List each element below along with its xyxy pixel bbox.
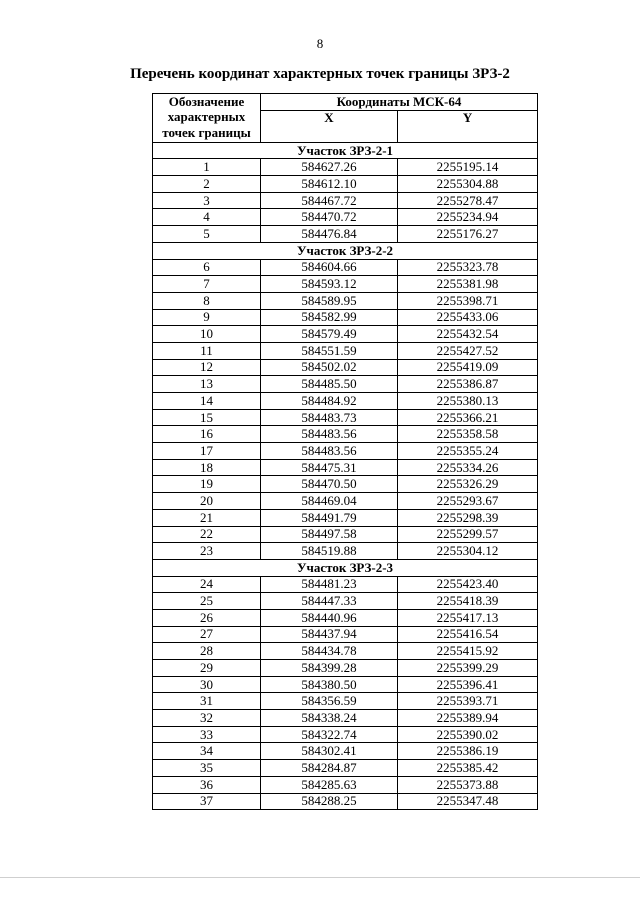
x-coordinate-cell: 584502.02: [261, 359, 398, 376]
table-row: [153, 643, 538, 660]
point-number-cell: 35: [153, 760, 261, 777]
table-row: [153, 409, 538, 426]
point-number-cell: 28: [153, 643, 261, 660]
y-coordinate-cell: 2255326.29: [398, 476, 538, 493]
point-number-cell: 4: [153, 209, 261, 226]
header-designation: [153, 94, 261, 143]
y-coordinate-cell: 2255298.39: [398, 509, 538, 526]
point-number-cell: 24: [153, 576, 261, 593]
table-row: [153, 660, 538, 677]
point-number-cell: 32: [153, 710, 261, 727]
y-coordinate-cell: 2255358.58: [398, 426, 538, 443]
table-row: [153, 543, 538, 560]
x-coordinate-cell: 584579.49: [261, 326, 398, 343]
x-coordinate-cell: 584483.73: [261, 409, 398, 426]
y-coordinate-cell: 2255304.12: [398, 543, 538, 560]
document-title: Перечень координат характерных точек границы ЗРЗ-2: [130, 66, 510, 82]
point-number-cell: 2: [153, 176, 261, 193]
header-x: X: [261, 110, 398, 142]
section-title: Участок ЗРЗ-2-1: [153, 142, 538, 159]
point-number-cell: 31: [153, 693, 261, 710]
x-coordinate-cell: 584338.24: [261, 710, 398, 727]
y-coordinate-cell: 2255398.71: [398, 292, 538, 309]
x-coordinate-cell: 584593.12: [261, 276, 398, 293]
table-row: [153, 159, 538, 176]
table-row: [153, 476, 538, 493]
point-number-cell: 18: [153, 459, 261, 476]
y-coordinate-cell: 2255396.41: [398, 676, 538, 693]
header-designation-line-1: Обозначение: [168, 94, 245, 109]
point-number-cell: 11: [153, 342, 261, 359]
x-coordinate-cell: 584322.74: [261, 726, 398, 743]
y-coordinate-cell: 2255419.09: [398, 359, 538, 376]
point-number-cell: 10: [153, 326, 261, 343]
x-coordinate-cell: 584484.92: [261, 393, 398, 410]
table-row: [153, 259, 538, 276]
x-coordinate-cell: 584467.72: [261, 192, 398, 209]
x-coordinate-cell: 584612.10: [261, 176, 398, 193]
y-coordinate-cell: 2255334.26: [398, 459, 538, 476]
table-row: [153, 726, 538, 743]
table-row: [153, 793, 538, 810]
header-y: Y: [398, 110, 538, 142]
point-number-cell: 8: [153, 292, 261, 309]
table-row: [153, 342, 538, 359]
y-coordinate-cell: 2255355.24: [398, 443, 538, 460]
x-coordinate-cell: 584551.59: [261, 342, 398, 359]
point-number-cell: 20: [153, 493, 261, 510]
page-bottom-edge: [0, 877, 640, 878]
point-number-cell: 7: [153, 276, 261, 293]
x-coordinate-cell: 584380.50: [261, 676, 398, 693]
x-coordinate-cell: 584470.50: [261, 476, 398, 493]
table-row: [153, 176, 538, 193]
y-coordinate-cell: 2255347.48: [398, 793, 538, 810]
y-coordinate-cell: 2255176.27: [398, 226, 538, 243]
table-row: [153, 359, 538, 376]
x-coordinate-cell: 584285.63: [261, 776, 398, 793]
x-coordinate-cell: 584485.50: [261, 376, 398, 393]
point-number-cell: 29: [153, 660, 261, 677]
table-row: [153, 609, 538, 626]
x-coordinate-cell: 584469.04: [261, 493, 398, 510]
point-number-cell: 14: [153, 393, 261, 410]
x-coordinate-cell: 584440.96: [261, 609, 398, 626]
header-coordinate-system: Координаты МСК-64: [261, 94, 538, 111]
section-title: Участок ЗРЗ-2-2: [153, 242, 538, 259]
table-row: [153, 292, 538, 309]
table-row: [153, 593, 538, 610]
x-coordinate-cell: 584491.79: [261, 509, 398, 526]
table-row: [153, 760, 538, 777]
table-row: [153, 226, 538, 243]
y-coordinate-cell: 2255427.52: [398, 342, 538, 359]
y-coordinate-cell: 2255433.06: [398, 309, 538, 326]
x-coordinate-cell: 584604.66: [261, 259, 398, 276]
y-coordinate-cell: 2255415.92: [398, 643, 538, 660]
y-coordinate-cell: 2255293.67: [398, 493, 538, 510]
y-coordinate-cell: 2255390.02: [398, 726, 538, 743]
x-coordinate-cell: 584434.78: [261, 643, 398, 660]
point-number-cell: 17: [153, 443, 261, 460]
point-number-cell: 13: [153, 376, 261, 393]
table-row: [153, 209, 538, 226]
x-coordinate-cell: 584483.56: [261, 426, 398, 443]
y-coordinate-cell: 2255380.13: [398, 393, 538, 410]
page-number: 8: [316, 36, 324, 51]
x-coordinate-cell: 584399.28: [261, 660, 398, 677]
point-number-cell: 27: [153, 626, 261, 643]
y-coordinate-cell: 2255381.98: [398, 276, 538, 293]
x-coordinate-cell: 584356.59: [261, 693, 398, 710]
y-coordinate-cell: 2255195.14: [398, 159, 538, 176]
table-row: [153, 576, 538, 593]
point-number-cell: 16: [153, 426, 261, 443]
header-designation-line-3: точек границы: [162, 124, 251, 140]
y-coordinate-cell: 2255386.19: [398, 743, 538, 760]
x-coordinate-cell: 584481.23: [261, 576, 398, 593]
x-coordinate-cell: 584497.58: [261, 526, 398, 543]
x-coordinate-cell: 584476.84: [261, 226, 398, 243]
table-row: [153, 376, 538, 393]
point-number-cell: 36: [153, 776, 261, 793]
point-number-cell: 22: [153, 526, 261, 543]
x-coordinate-cell: 584447.33: [261, 593, 398, 610]
x-coordinate-cell: 584288.25: [261, 793, 398, 810]
table-row: [153, 776, 538, 793]
point-number-cell: 19: [153, 476, 261, 493]
section-title: Участок ЗРЗ-2-3: [153, 559, 538, 576]
table-row: [153, 326, 538, 343]
point-number-cell: 1: [153, 159, 261, 176]
point-number-cell: 33: [153, 726, 261, 743]
section-row: [153, 242, 538, 259]
point-number-cell: 12: [153, 359, 261, 376]
y-coordinate-cell: 2255304.88: [398, 176, 538, 193]
section-row: [153, 559, 538, 576]
y-coordinate-cell: 2255423.40: [398, 576, 538, 593]
x-coordinate-cell: 584519.88: [261, 543, 398, 560]
table-row: [153, 276, 538, 293]
table-row: [153, 309, 538, 326]
point-number-cell: 15: [153, 409, 261, 426]
table-row: [153, 393, 538, 410]
x-coordinate-cell: 584475.31: [261, 459, 398, 476]
y-coordinate-cell: 2255389.94: [398, 710, 538, 727]
point-number-cell: 9: [153, 309, 261, 326]
table-row: [153, 459, 538, 476]
section-row: [153, 142, 538, 159]
y-coordinate-cell: 2255373.88: [398, 776, 538, 793]
table-row: [153, 526, 538, 543]
coordinates-table-body: [153, 142, 538, 810]
y-coordinate-cell: 2255386.87: [398, 376, 538, 393]
point-number-cell: 3: [153, 192, 261, 209]
point-number-cell: 26: [153, 609, 261, 626]
x-coordinate-cell: 584470.72: [261, 209, 398, 226]
y-coordinate-cell: 2255299.57: [398, 526, 538, 543]
table-row: [153, 626, 538, 643]
header-designation-line-2: характерных: [167, 109, 246, 125]
table-row: [153, 493, 538, 510]
table-row: [153, 743, 538, 760]
x-coordinate-cell: 584302.41: [261, 743, 398, 760]
point-number-cell: 23: [153, 543, 261, 560]
x-coordinate-cell: 584437.94: [261, 626, 398, 643]
point-number-cell: 21: [153, 509, 261, 526]
y-coordinate-cell: 2255278.47: [398, 192, 538, 209]
coordinates-table: [152, 93, 538, 810]
y-coordinate-cell: 2255385.42: [398, 760, 538, 777]
y-coordinate-cell: 2255393.71: [398, 693, 538, 710]
point-number-cell: 30: [153, 676, 261, 693]
y-coordinate-cell: 2255234.94: [398, 209, 538, 226]
x-coordinate-cell: 584483.56: [261, 443, 398, 460]
table-row: [153, 426, 538, 443]
y-coordinate-cell: 2255399.29: [398, 660, 538, 677]
table-row: [153, 710, 538, 727]
table-row: [153, 693, 538, 710]
point-number-cell: 25: [153, 593, 261, 610]
x-coordinate-cell: 584284.87: [261, 760, 398, 777]
point-number-cell: 5: [153, 226, 261, 243]
x-coordinate-cell: 584627.26: [261, 159, 398, 176]
x-coordinate-cell: 584582.99: [261, 309, 398, 326]
y-coordinate-cell: 2255432.54: [398, 326, 538, 343]
table-row: [153, 443, 538, 460]
point-number-cell: 34: [153, 743, 261, 760]
table-row: [153, 192, 538, 209]
x-coordinate-cell: 584589.95: [261, 292, 398, 309]
y-coordinate-cell: 2255417.13: [398, 609, 538, 626]
y-coordinate-cell: 2255418.39: [398, 593, 538, 610]
y-coordinate-cell: 2255323.78: [398, 259, 538, 276]
point-number-cell: 37: [153, 793, 261, 810]
table-row: [153, 676, 538, 693]
y-coordinate-cell: 2255416.54: [398, 626, 538, 643]
point-number-cell: 6: [153, 259, 261, 276]
y-coordinate-cell: 2255366.21: [398, 409, 538, 426]
table-row: [153, 509, 538, 526]
